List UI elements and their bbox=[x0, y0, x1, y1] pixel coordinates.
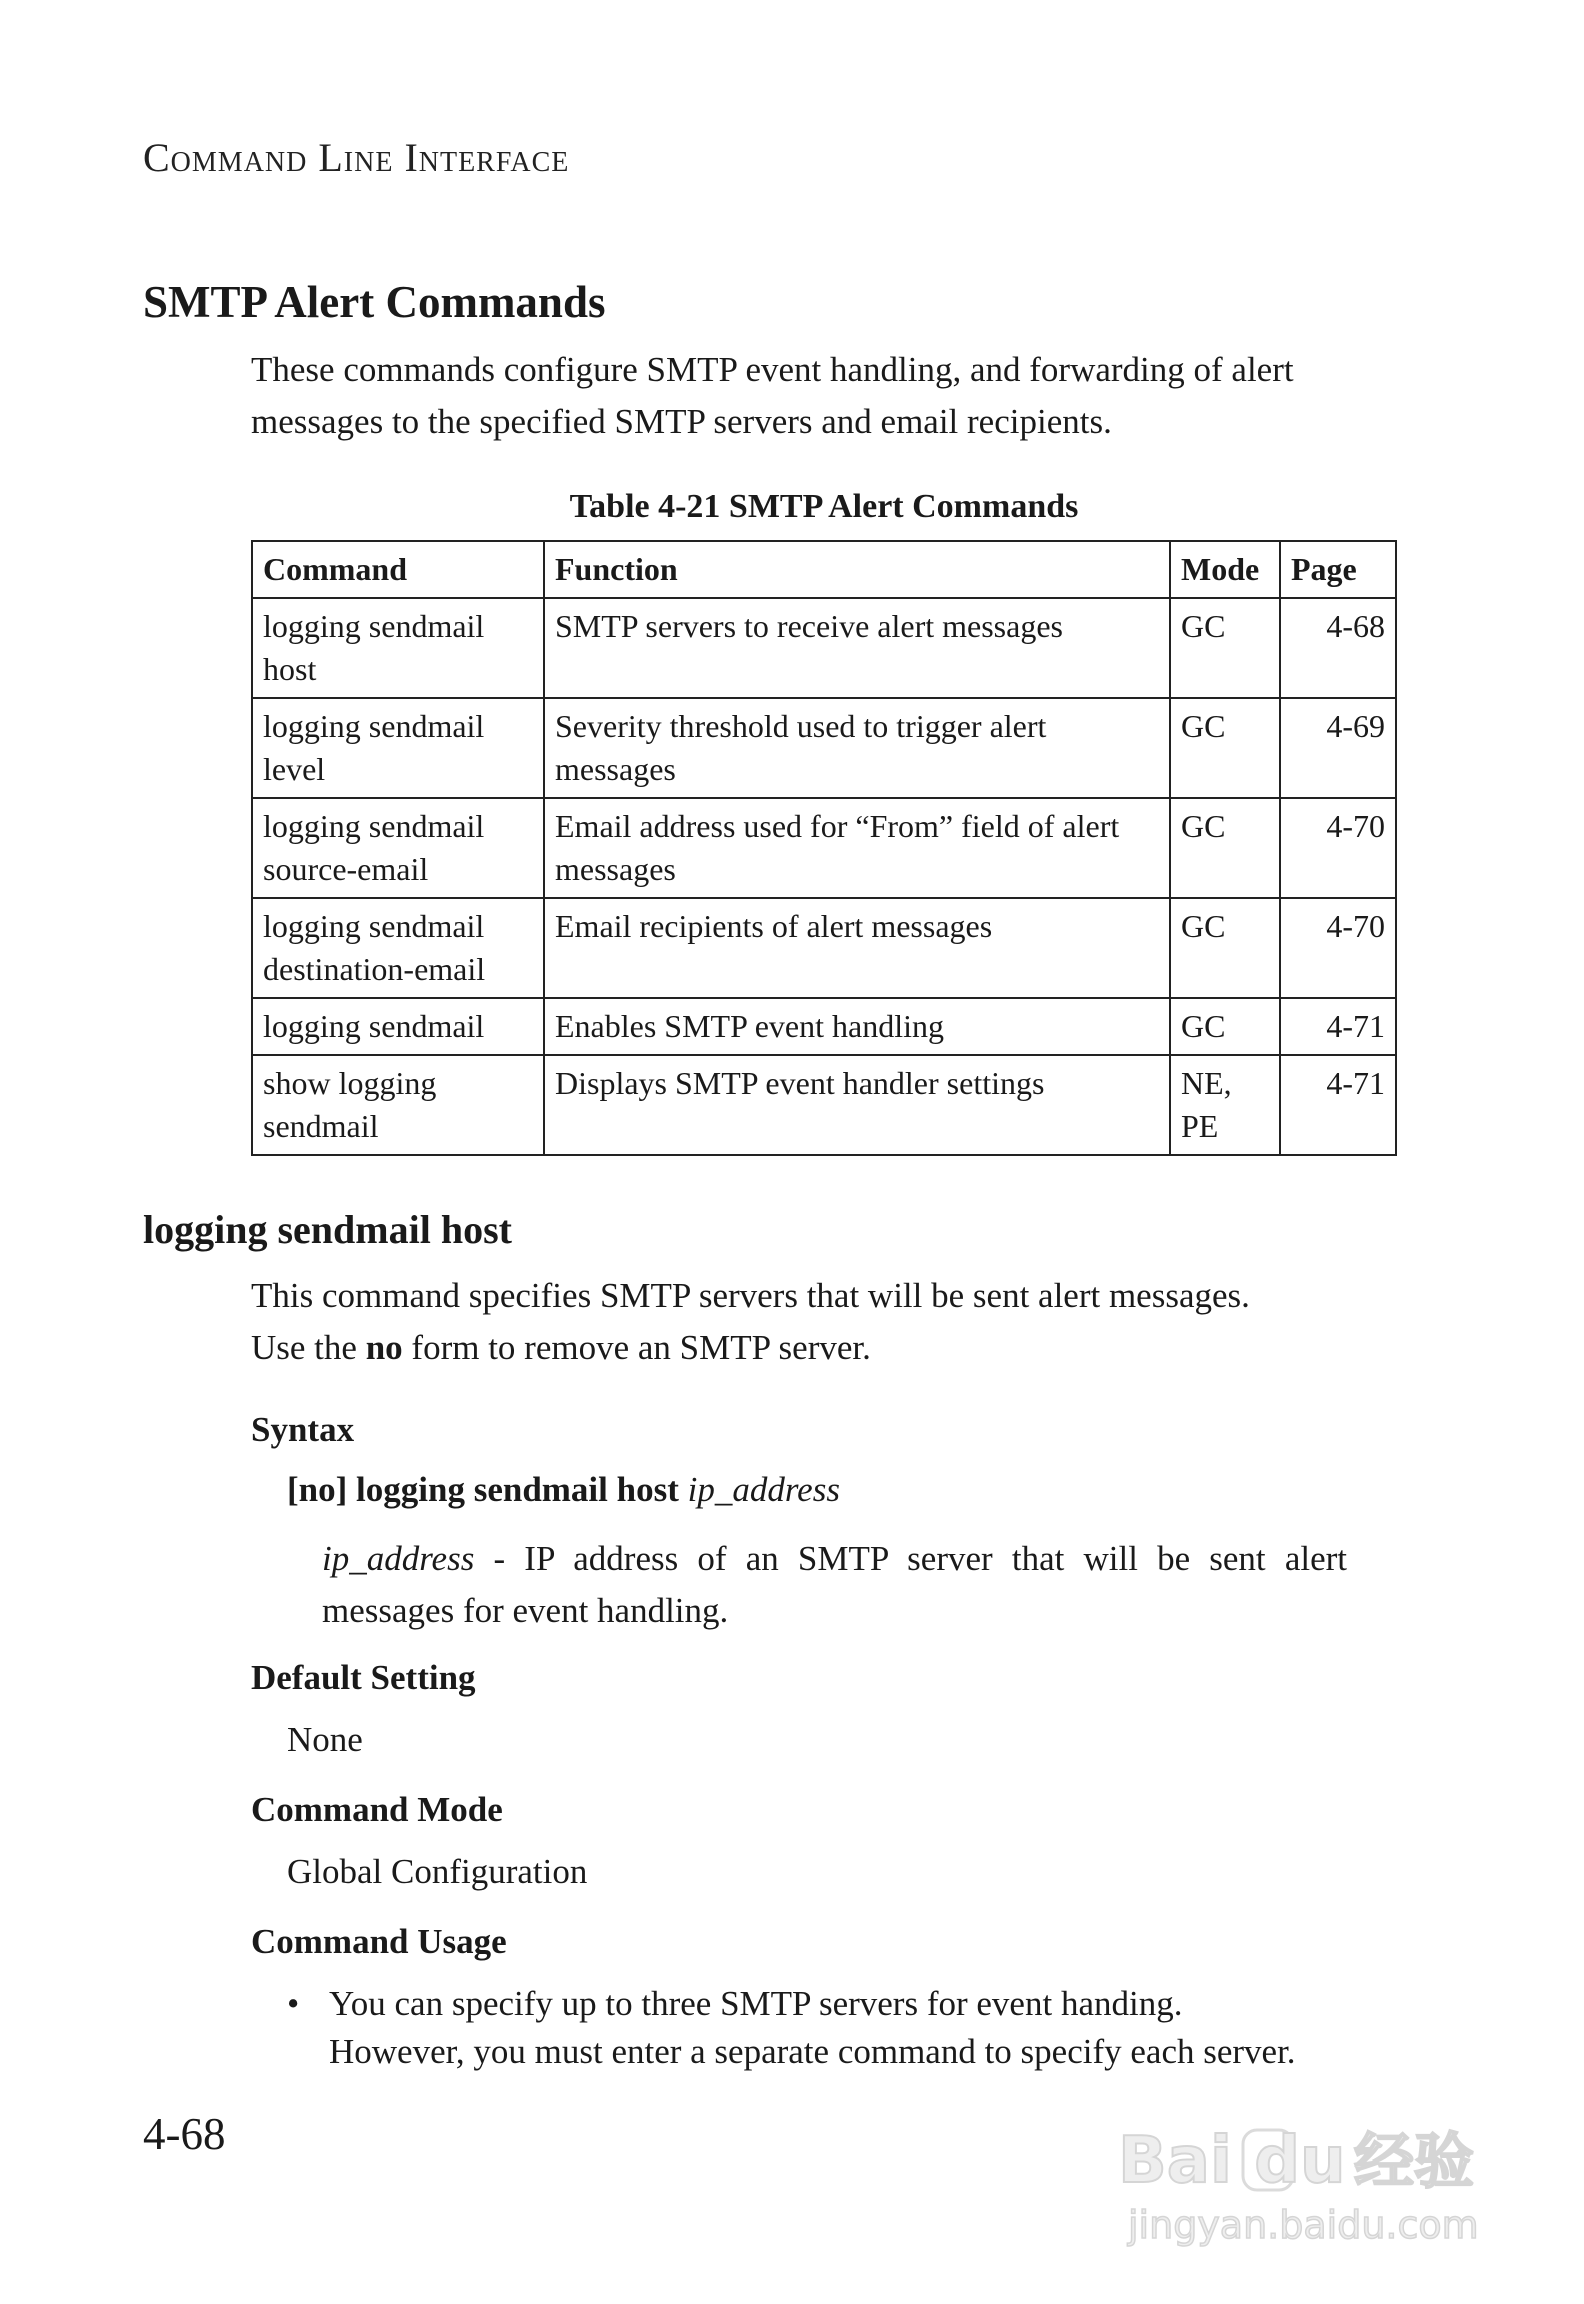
cell-mode: GC bbox=[1170, 898, 1280, 998]
desc-line-2 bbox=[251, 1322, 1411, 1374]
cell-mode: GC bbox=[1170, 798, 1280, 898]
usage-line-2: However, you must enter a separate command to specify each server. bbox=[329, 2032, 1296, 2071]
bullet-icon: • bbox=[287, 1984, 300, 2023]
watermark-brand: Bai du bbox=[1118, 2124, 1346, 2198]
syntax-no: [no] bbox=[287, 1470, 348, 1509]
command-mode-heading: Command Mode bbox=[251, 1790, 503, 1829]
intro-line-1: These commands configure SMTP event handling, and forwarding of alert bbox=[251, 350, 1294, 389]
table-row bbox=[252, 798, 1396, 898]
cell-page: 4-69 bbox=[1280, 698, 1396, 798]
section-title: SMTP Alert Commands bbox=[143, 277, 606, 327]
section-intro bbox=[251, 344, 1411, 448]
desc-line-1: This command specifies SMTP servers that will be sent alert messages. bbox=[251, 1276, 1250, 1315]
table-caption: Table 4-21 SMTP Alert Commands bbox=[569, 488, 1079, 525]
cell-function: Displays SMTP event handler settings bbox=[544, 1055, 1170, 1155]
table-header-row bbox=[252, 541, 1396, 598]
cell-mode: NE, PE bbox=[1170, 1055, 1280, 1155]
header-function: Function bbox=[544, 541, 1170, 598]
cell-command: show logging sendmail bbox=[252, 1055, 544, 1155]
syntax-line bbox=[287, 1470, 840, 1510]
param-name: ip_address bbox=[322, 1539, 475, 1578]
watermark-url: jingyan.baidu.com bbox=[1128, 2203, 1479, 2247]
cell-page: 4-70 bbox=[1280, 898, 1396, 998]
command-usage-heading: Command Usage bbox=[251, 1922, 507, 1961]
table-row bbox=[252, 698, 1396, 798]
syntax-heading: Syntax bbox=[251, 1410, 355, 1449]
command-title: logging sendmail host bbox=[143, 1207, 512, 1252]
table-row bbox=[252, 1055, 1396, 1155]
default-setting-heading: Default Setting bbox=[251, 1658, 476, 1697]
cell-command: logging sendmail host bbox=[252, 598, 544, 698]
cell-command: logging sendmail source-email bbox=[252, 798, 544, 898]
syntax-command: logging sendmail host bbox=[356, 1470, 679, 1509]
cell-function: SMTP servers to receive alert messages bbox=[544, 598, 1170, 698]
cell-page: 4-68 bbox=[1280, 598, 1396, 698]
usage-line-1: You can specify up to three SMTP servers for event handing. bbox=[329, 1984, 1183, 2023]
syntax-argument: ip_address bbox=[687, 1470, 840, 1509]
watermark-label: 经验 bbox=[1354, 2127, 1474, 2197]
table-row bbox=[252, 898, 1396, 998]
desc-no-keyword: no bbox=[365, 1328, 403, 1367]
cell-mode: GC bbox=[1170, 598, 1280, 698]
parameter-description bbox=[322, 1533, 1347, 1637]
cell-command: logging sendmail bbox=[252, 998, 544, 1055]
cell-page: 4-70 bbox=[1280, 798, 1396, 898]
cell-function: Enables SMTP event handling bbox=[544, 998, 1170, 1055]
default-setting-value: None bbox=[287, 1720, 363, 1759]
cell-mode: GC bbox=[1170, 998, 1280, 1055]
smtp-alert-commands-table bbox=[251, 540, 1397, 1156]
table-row bbox=[252, 598, 1396, 698]
cell-page: 4-71 bbox=[1280, 998, 1396, 1055]
param-desc: - IP address of an SMTP server that will be sent alert messages for event handling. bbox=[322, 1539, 1347, 1630]
desc-pre: Use the bbox=[251, 1328, 366, 1367]
header-mode: Mode bbox=[1170, 541, 1280, 598]
intro-line-2: messages to the specified SMTP servers and email recipients. bbox=[251, 402, 1112, 441]
cell-function: Severity threshold used to trigger alert messages bbox=[544, 698, 1170, 798]
cell-page: 4-71 bbox=[1280, 1055, 1396, 1155]
header-page: Page bbox=[1280, 541, 1396, 598]
cell-function: Email address used for “From” field of alert messages bbox=[544, 798, 1170, 898]
desc-post: form to remove an SMTP server. bbox=[402, 1328, 871, 1367]
command-mode-value: Global Configuration bbox=[287, 1852, 588, 1891]
running-header: Command Line Interface bbox=[143, 135, 570, 180]
header-command: Command bbox=[252, 541, 544, 598]
page-number: 4-68 bbox=[143, 2109, 226, 2159]
command-description bbox=[251, 1270, 1411, 1374]
cell-command: logging sendmail level bbox=[252, 698, 544, 798]
cell-function: Email recipients of alert messages bbox=[544, 898, 1170, 998]
cell-mode: GC bbox=[1170, 698, 1280, 798]
cell-command: logging sendmail destination-email bbox=[252, 898, 544, 998]
baidu-watermark bbox=[1118, 2090, 1488, 2250]
table-row bbox=[252, 998, 1396, 1055]
usage-list-item bbox=[287, 1980, 1417, 2076]
